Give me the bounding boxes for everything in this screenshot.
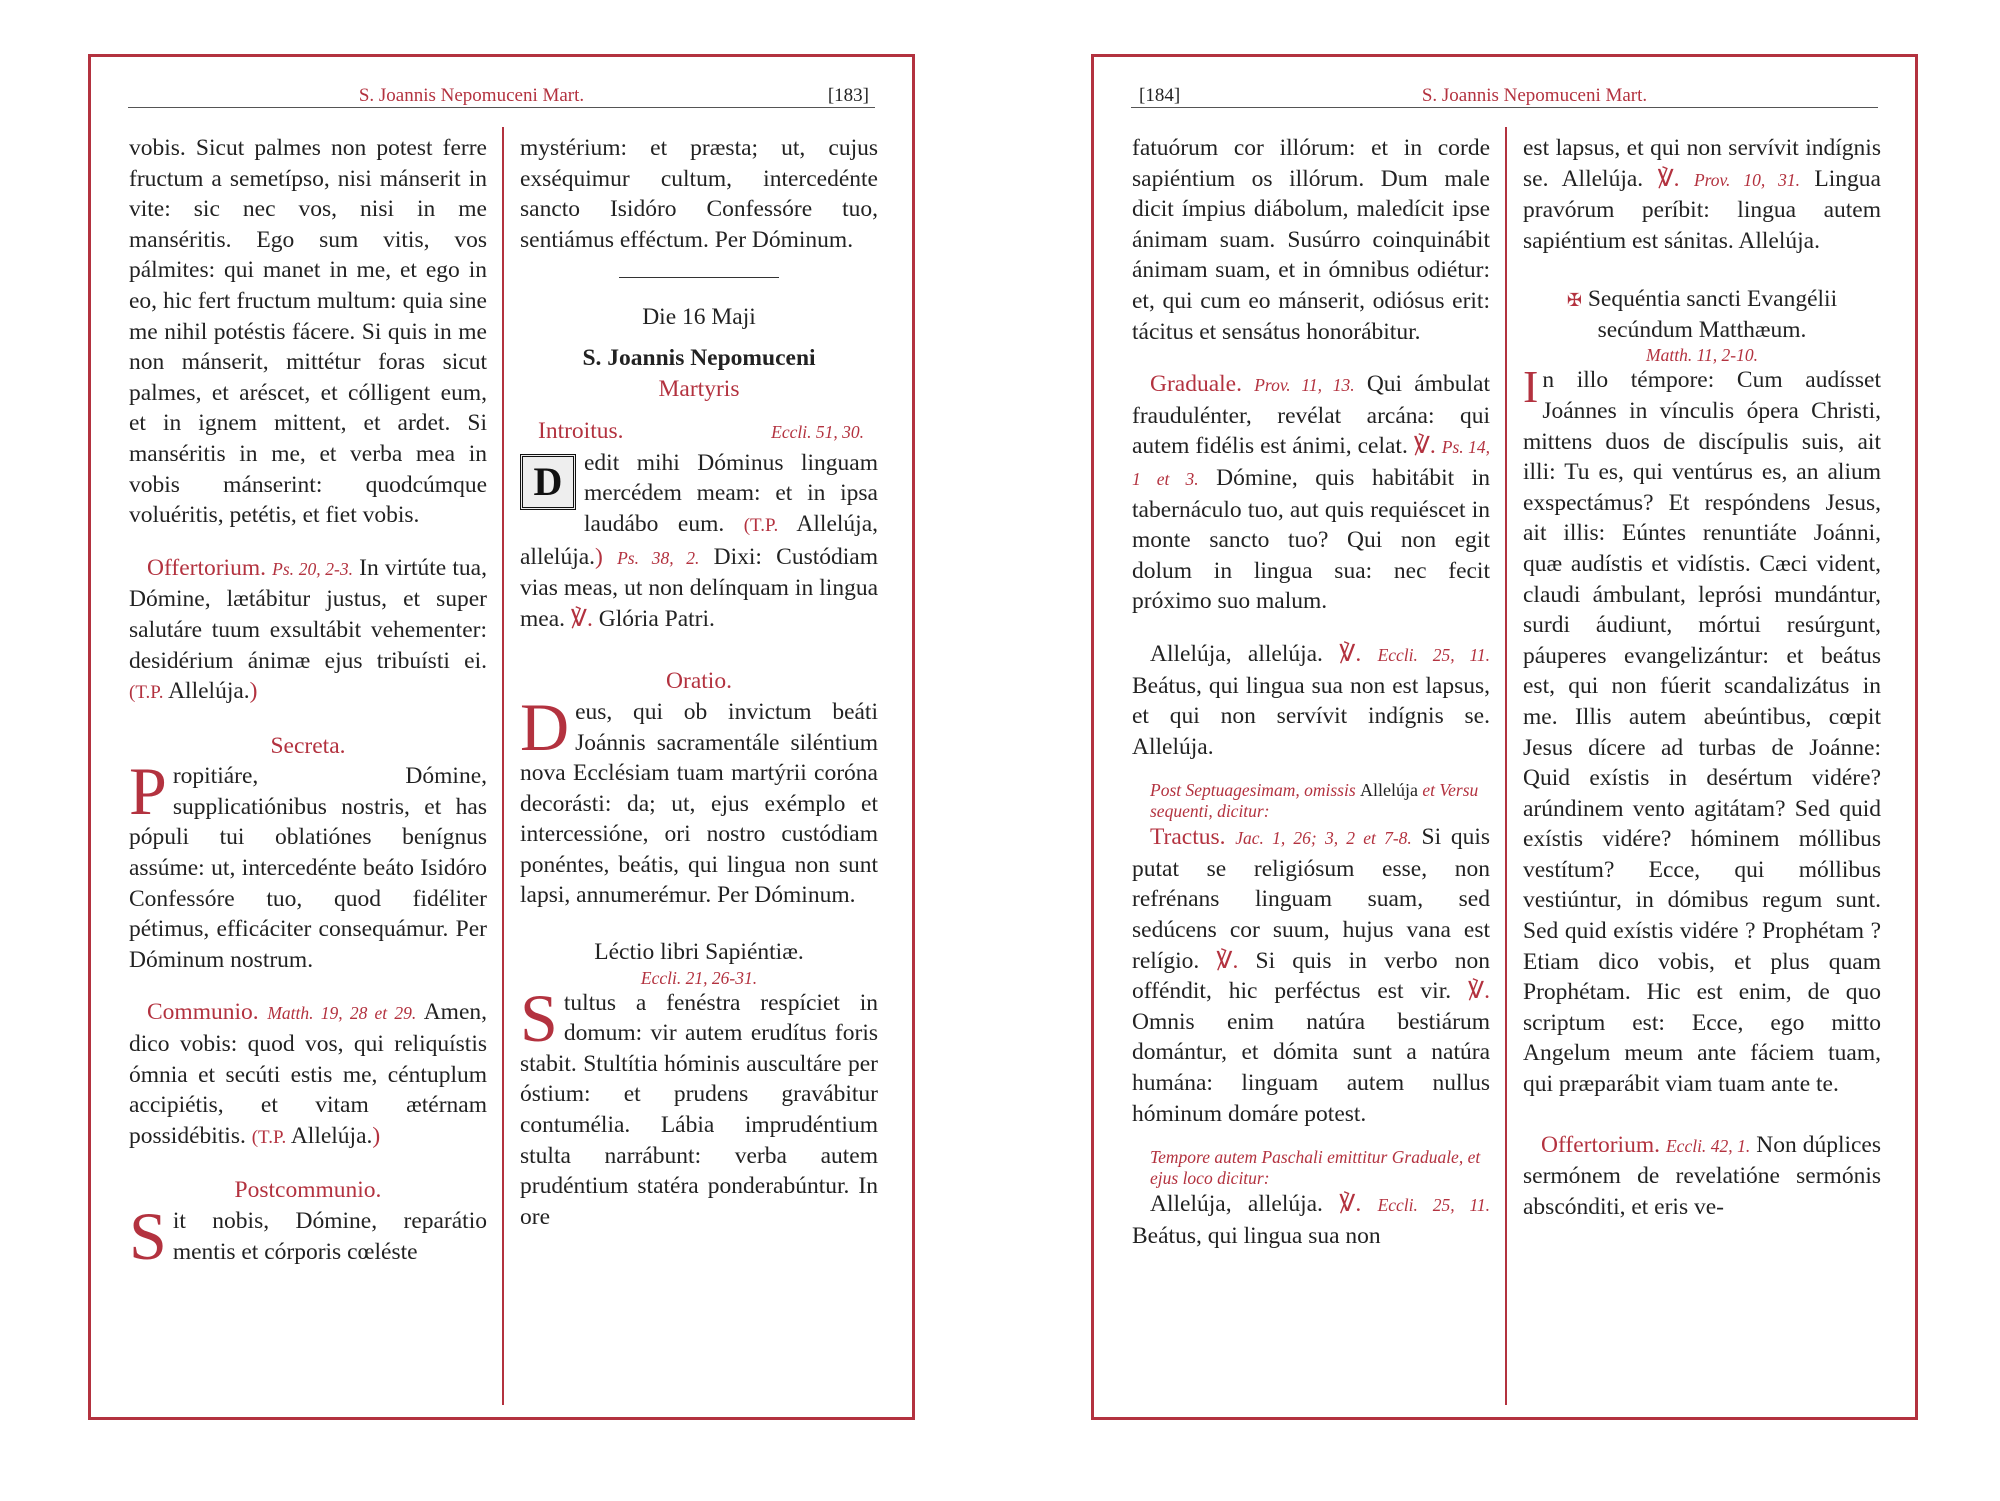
alleluia-ref: Eccli. 25, 11.	[1377, 644, 1490, 665]
right-column-1	[1132, 133, 1490, 1395]
versicle-symbol: ℣.	[1216, 947, 1239, 974]
tract-verse-1: Si quis in verbo non offéndit, hic perféctus est vir.	[1132, 947, 1490, 1005]
gospel-title	[1523, 284, 1881, 345]
gradual-verse-ref: Ps. 14, 1 et 3.	[1132, 437, 1490, 489]
rubric-paschal: Tempore autem Paschali emittitur Graduale, et ejus loco dicitur:	[1150, 1147, 1481, 1189]
introit-label: Introitus.	[538, 418, 624, 445]
introit-title-row	[520, 416, 878, 448]
gospel-text: n illo témpore: Cum audísset Joánnes in vínculis ópera Christi, mittens duos de discípulis suis, ait illi: Tu es, qui ventúrus es, an alium exspectámus? Et respóndens Jesus, ait illis: Eúntes renuntiáte Joánni, quæ audístis et vidístis. Cæci vident, claudi ámbulant, leprósi mundántur, surdi áudiunt, mórtui resúrgunt, páuperes evangelizántur: et beátus est, qui non fúerit scandalizátus in me. Illis autem abeúntibus, cœpit Jesus dícere ad turbas de Joánne: Quid exístis in desértum vidére? arúndinem vento agitátam? Sed quid exístis vidére? hóminem móllibus vestítum? Ecce, qui móllibus vestiúntur, in dómibus regum sunt. Sed quid exístis vidére ? Prophétam ? Etiam dico vobis, et plus quam Prophétam. Hic est enim, de quo scriptum est: Ecce, ego mitto Angelum meum ante fáciem tuam, qui præparábit viam tuam ante te.	[1523, 367, 1881, 1098]
right-column-2	[1523, 133, 1881, 1395]
versicle-symbol: ℣.	[1339, 640, 1362, 667]
versicle-symbol: ℣.	[1468, 978, 1490, 1005]
tp-close: )	[372, 1122, 381, 1149]
oration	[520, 688, 878, 911]
offertory-ref: Ps. 20, 2-3.	[272, 558, 353, 579]
page-header	[1131, 73, 1878, 108]
alleluia-text: Allelúja, allelúja.	[1150, 640, 1323, 667]
gradual-verse-text: Dómine, quis habitábit in tabernáculo tuo, aut quis requiéscet in monte sancto tuo? Qui non egit dolum in lingua sua: nec fecit próximo suo malum.	[1132, 464, 1490, 615]
lesson-ref: Eccli. 21, 26-31.	[640, 967, 758, 988]
alleluia-verse	[1132, 639, 1490, 762]
gospel-end-text: vobis. Sicut palmes non potest ferre fructum a semetípso, nisi mánserit in vite: sic nec vos, nisi in me manséritis. Ego sum vitis, vos pálmites: qui manet in me, et ego in eo, hic fert fructum multum: quia sine me nihil potéstis fácere. Si quis in me non mánserit, mittétur foras sicut palmes, et aréscet, et cólligent eum, et in ignem mittent, et ardet. Si manséritis in me, et verba mea in vobis mánserint: quodcúmque voluéritis, petétis, et fiet vobis.	[129, 135, 487, 529]
section-separator	[619, 277, 779, 278]
page-number: [183]	[827, 85, 869, 106]
tract-ref: Jac. 1, 26; 3, 2 et 7-8.	[1235, 828, 1412, 849]
gradual-ref: Prov. 11, 13.	[1254, 375, 1355, 396]
oration-heading: Oratio.	[666, 668, 732, 695]
communion-ref: Matth. 19, 28 et 29.	[267, 1003, 417, 1024]
tp-marker: (T.P.	[129, 682, 164, 704]
gospel-title-text: Sequéntia sancti Evangélii secúndum Matthæum.	[1587, 286, 1838, 344]
lesson	[520, 979, 878, 1233]
paschal-alleluia	[1132, 1189, 1490, 1251]
page-number: [184]	[1139, 85, 1181, 106]
versicle-symbol: ℣.	[570, 605, 593, 632]
gospel-ref: Matth. 11, 2-10.	[1646, 345, 1758, 366]
introit-text: edit mihi Dóminus linguam mercédem meam: et in ipsa laudábo eum.	[584, 449, 878, 537]
alleluia-text: Allelúja.	[168, 678, 250, 705]
rubric-alleluja: Allelúja	[1360, 780, 1418, 801]
introit	[520, 448, 878, 635]
tp-marker: (T.P.	[743, 514, 779, 536]
offertory	[129, 553, 487, 709]
psalm-ref: Ps. 38, 2.	[617, 547, 700, 568]
lesson-text: tultus a fenéstra respíciet in domum: vir autem erudítus foris stabit. Stultítia hóminis auscultáre per óstium: et prudens gravábitur contumélia. Lábia imprudéntium stulta narrábunt: verba autem prudéntium statéra ponderabúntur. In ore	[520, 989, 878, 1230]
lesson-title: Léctio libri Sapiéntiæ.	[594, 939, 804, 966]
feast-date: Die 16 Maji	[642, 304, 756, 331]
column-divider	[1505, 127, 1507, 1405]
communion	[129, 997, 487, 1153]
offertory-ref: Eccli. 42, 1.	[1665, 1135, 1751, 1156]
maltese-cross-icon: ✠	[1566, 290, 1582, 311]
paschal-continuation	[1523, 133, 1881, 256]
page-header	[128, 73, 875, 108]
secret-heading: Secreta.	[270, 732, 346, 759]
tp-close: )	[249, 678, 258, 705]
tp-marker: (T.P.	[251, 1126, 287, 1148]
versicle-symbol: ℣.	[1413, 433, 1436, 460]
decorated-initial-d-icon: D	[520, 454, 576, 510]
offertory-text: In virtúte tua, Dómine, lætábitur justus, et super salutáre tuum exsultábit vehementer: desidérium ánimæ ejus tribuísti ei.	[129, 554, 487, 674]
alleluia-verse-text: Beátus, qui lingua sua non est lapsus, et qui non servívit indígnis se. Allelúja.	[1132, 672, 1490, 760]
psalm-text: Dixi: Custódiam vias meas, ut non delínquam in lingua mea.	[520, 543, 878, 632]
paschal-verse-text: Lingua pravórum períbit: lingua autem sapiéntium est sánitas. Allelúja.	[1523, 165, 1881, 254]
gloria-text: Glória Patri.	[598, 605, 715, 632]
tract-label: Tractus.	[1150, 824, 1226, 851]
offertory-label: Offertorium.	[147, 554, 266, 581]
running-head: S. Joannis Nepomuceni Mart.	[358, 85, 585, 106]
introit-ref: Eccli. 51, 30.	[771, 422, 864, 443]
right-page	[1091, 54, 1918, 1420]
left-column-1	[129, 133, 487, 1395]
secret-prayer	[129, 753, 487, 975]
left-column-2	[520, 133, 878, 1395]
tract-text: Si quis putat se religiósum esse, non refrénans linguam suam, sed sedúcens cor suum, hujus vana est relígio.	[1132, 824, 1490, 974]
paschal-ref: Eccli. 25, 11.	[1377, 1195, 1490, 1216]
offertory-text: Non dúplices sermónem de revelatióne sermónis abscónditi, et eris ve-	[1523, 1131, 1881, 1220]
drop-cap: D	[520, 688, 570, 765]
alleluia-text: Allelúja, allelúja.	[1150, 1191, 1323, 1218]
rubric-septuagesima: Post Septuagesimam, omissis Allelúja et Versu sequenti, dicitur:	[1150, 780, 1479, 822]
gradual	[1132, 369, 1490, 617]
drop-cap: P	[129, 753, 167, 830]
tract	[1132, 822, 1490, 1129]
offertory-label: Offertorium.	[1541, 1131, 1660, 1158]
versicle-symbol: ℣.	[1657, 165, 1680, 192]
prev-prayer-end: mystérium: et præsta; ut, cujus exséquimur cultum, intercedénte sancto Isidóro Confessóre tuo, sentiámus efféctum. Per Dóminum.	[520, 135, 878, 253]
drop-cap: S	[520, 979, 558, 1056]
oration-text: eus, qui ob invictum beáti Joánnis sacramentále siléntium nova Ecclésiam tuam martýrii coróna decorásti: da; ut, ejus exémplo et intercessióne, ori nostro custódiam ponéntes, beátis, qui lingua non sunt lapsi, annumerémur. Per Dóminum.	[520, 698, 878, 909]
versicle-symbol: ℣.	[1339, 1191, 1362, 1218]
gradual-text: Qui ámbulat fraudulénter, revélat arcána: qui autem fidélis est ánimi, celat.	[1132, 371, 1490, 460]
offertory	[1523, 1130, 1881, 1223]
postcommunion-prayer	[129, 1198, 487, 1274]
paschal-cont-text: est lapsus, et qui non servívit indígnis se. Allelúja.	[1523, 135, 1881, 192]
gradual-label: Graduale.	[1150, 371, 1242, 398]
column-divider	[502, 127, 504, 1405]
secret-text: ropitiáre, Dómine, supplicatiónibus nostris, et has pópuli tui oblatiónes benígnus assúme: ut, intercedénte beáto Isidóro Confessóre tuo, quod fidéliter pétimus, efficáciter consequámur. Per Dóminum nostrum.	[129, 763, 487, 973]
alleluia-text: Allelúja.	[290, 1122, 373, 1149]
lesson-end-text: fatuórum cor illórum: et in corde sapiéntium os illórum. Dum male dicit ímpius diábolum, maledícit ipse ánimam suam. Susúrro coinquinábit ánimam suam, et in ómnibus odiétur: et, qui cum eo mánserit, odiósus erit: tácitus et sensátus honorábitur.	[1132, 135, 1490, 345]
postcommunion-heading: Postcommunio.	[234, 1177, 382, 1204]
gospel	[1523, 361, 1881, 1099]
drop-cap: I	[1523, 361, 1539, 413]
communion-label: Communio.	[147, 999, 259, 1026]
paschal-verse: Beátus, qui lingua sua non	[1132, 1222, 1381, 1249]
paschal-verse-ref: Prov. 10, 31.	[1693, 169, 1800, 190]
drop-cap: S	[129, 1198, 167, 1274]
running-head: S. Joannis Nepomuceni Mart.	[1421, 85, 1648, 106]
tp-close: )	[595, 543, 603, 570]
communion-text: Amen, dico vobis: quod vos, qui reliquístis ómnia et secúti estis me, céntuplum accipiétis, et vitam ætérnam possidébitis.	[129, 999, 487, 1149]
left-page	[88, 54, 915, 1420]
saint-title: Martyris	[658, 375, 740, 402]
alleluia-text: Allelúja, allelúja.	[520, 510, 878, 570]
saint-name: S. Joannis Nepomuceni	[582, 344, 816, 371]
postcommunion-text: it nobis, Dómine, reparátio mentis et córporis cœléste	[172, 1208, 487, 1265]
tract-verse-2: Omnis enim natúra bestiárum domántur, et dómita sunt a natúra humána: linguam autem nullus hóminum domáre potest.	[1132, 1008, 1490, 1127]
